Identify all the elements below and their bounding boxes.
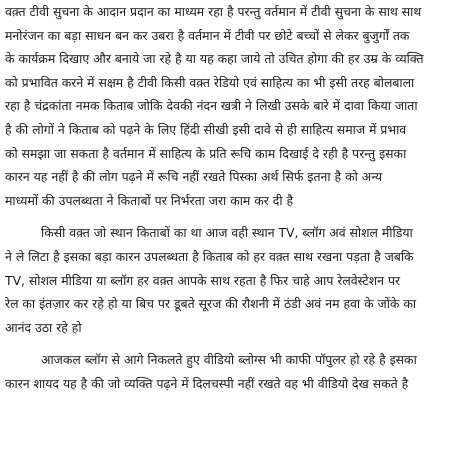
text-line: रेल का इंतज़ार कर रहे हो या बिच पर डूबते सूरज की रौशनी में ठंडी अवं नम हवा के जोंके का [5, 296, 417, 312]
paragraph-spacer [5, 212, 460, 221]
paragraph-2 [5, 221, 460, 339]
text-line: रहा है चंद्रकांता नमक किताब जोकि देवकी नंदन खत्री ने लिखी उसके बारे में दावा किया जाता [5, 98, 418, 114]
text-line: TV, सोशल मीडिया या ब्लॉग हर वक़्त आपके साथ रहता है फिर चाहे आप रेलवेस्टेशन पर [5, 272, 401, 288]
paragraph-3 [5, 348, 460, 395]
text-line: किसी वक़्त जो स्थान किताबों का था आज वही स्थान TV, ब्लॉग अवं सोशल मीडिया [41, 225, 413, 241]
paragraph-1 [5, 0, 460, 212]
text-line: है की लोगों ने किताब को पढ़ने के लिए हिंदी सीखी इसी दावे से ही साहित्य समाज में प्रभाव [5, 121, 407, 137]
text-line: कारन यह नहीं है की लोग पढ़ने में रूचि नहीं रखते पिस्का अर्थ सिर्फ इतना है को अन्य [5, 169, 383, 185]
text-line: कारन शायद यह है की जो व्यक्ति पढ़ने में दिलचस्पी नहीं रखते वह भी वीडियो देख सकते है [5, 375, 409, 391]
text-line: के कार्यक्रम दिखाए और बनाये जा रहे है या यह कहा जाये तो उचित होगा की हर उम्र के व्यक्ति [5, 51, 424, 67]
paragraph-spacer [5, 339, 460, 348]
text-line: वक़्त टीवी सुचना के आदान प्रदान का माध्यम रहा है परन्तु वर्तमान में टीवी सुचना के साथ साथ [5, 4, 422, 19]
text-line: आजकल ब्लॉग से आगे निकलते हुए वीडियो ब्लोग्स भी काफी पॉपुलर हो रहे है इसका [41, 352, 417, 368]
text-line: मनोरंजन का बड़ा साधन बन कर उबरा है वर्तमान में टीवी पर छोटे बच्चों से लेकर बुजुर्गों तक [5, 27, 410, 43]
text-line: आनंद उठा रहे हो [5, 319, 82, 335]
text-line: को समझा जा सकता है वर्तमान में साहित्य के प्रति रूचि काम दिखाई दे रही है परन्तु इसका [5, 145, 407, 161]
text-line: ने ले लिटा है इसका बड़ा कारन उपलब्धता है किताब को हर वक़्त साथ रखना पड़ता है जबकि [5, 248, 414, 264]
text-line: माध्यमों की उपलब्धता ने किताबों पर निर्भरता जरा काम कर दी है [5, 192, 294, 208]
text-line: को प्रभावित करने में सक्षम है टीवी किसी वक़्त रेडियो एवं साहित्य का भी इसी तरह बोलबाला [5, 74, 415, 90]
